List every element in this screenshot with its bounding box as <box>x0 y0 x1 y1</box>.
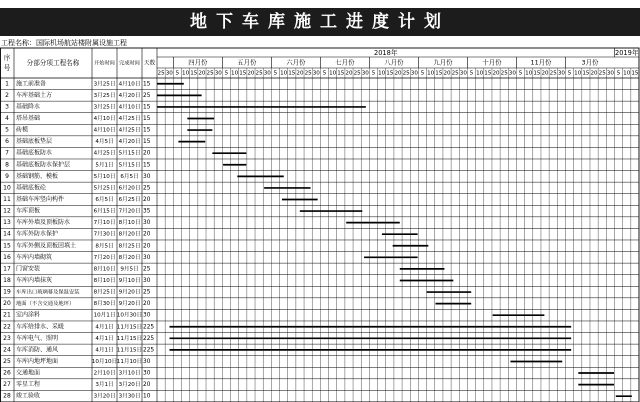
task-start: 8月5日 <box>95 243 114 250</box>
day-tick-label: 10 <box>525 70 533 77</box>
task-start: 8月10日 <box>93 266 116 273</box>
task-number: 17 <box>3 265 11 273</box>
task-end: 9月20日 <box>118 301 141 308</box>
task-name: 车库外墙及顶板防水 <box>16 219 71 227</box>
task-days: 15 <box>143 162 151 169</box>
task-start: 7月20日 <box>93 254 116 261</box>
task-days: 15 <box>143 115 151 122</box>
task-number: 25 <box>3 357 11 365</box>
day-tick-label: 10 <box>476 70 484 77</box>
task-start: 3月25日 <box>93 92 116 99</box>
task-number: 15 <box>3 242 11 250</box>
task-end: 6月20日 <box>118 185 141 192</box>
task-days: 225 <box>143 335 155 342</box>
task-name: 车库内墙砌筑 <box>16 253 53 261</box>
day-tick-label: 5 <box>469 70 474 77</box>
task-name: 交通地面 <box>16 369 41 377</box>
month-label: 3月份 <box>581 58 599 67</box>
task-end: 11月10日 <box>116 358 143 365</box>
task-number: 26 <box>3 369 11 377</box>
day-tick-label: 20 <box>198 70 206 77</box>
task-start: 4月1日 <box>95 335 114 342</box>
day-tick-label: 20 <box>247 70 255 77</box>
task-days: 15 <box>143 139 151 146</box>
task-number: 27 <box>3 381 11 389</box>
task-start: 10月1日 <box>93 312 116 319</box>
day-tick-label: 5 <box>567 70 572 77</box>
task-end: 8月20日 <box>118 231 141 238</box>
task-start: 3月25日 <box>93 81 116 88</box>
task-start: 6月5日 <box>95 196 114 203</box>
end-header: 完成时间 <box>119 60 140 67</box>
task-end: 3月30日 <box>118 393 141 400</box>
task-start: 2月10日 <box>93 370 116 377</box>
task-number: 4 <box>5 114 9 122</box>
task-name: 基础底板防水 <box>16 149 53 157</box>
task-days: 15 <box>143 81 151 88</box>
task-start: 10月10日 <box>91 358 118 365</box>
task-name: 车库顶板 <box>16 207 41 215</box>
task-name: 基础降水 <box>16 103 41 111</box>
task-name: 车库给排水、采暖 <box>16 323 65 331</box>
task-number: 6 <box>5 138 9 146</box>
month-label: 11月份 <box>530 58 552 67</box>
task-days: 15 <box>143 127 151 134</box>
start-header: 开始时间 <box>94 60 115 67</box>
day-tick-label: 10 <box>427 70 435 77</box>
task-start: 4月1日 <box>95 324 114 331</box>
task-name: 基础底板砼 <box>16 184 47 192</box>
day-tick-label: 10 <box>182 70 190 77</box>
task-number: 1 <box>5 80 9 88</box>
task-name: 竣工验收 <box>16 392 41 400</box>
task-end: 9月10日 <box>118 277 141 284</box>
day-tick-label: 15 <box>582 70 590 77</box>
task-start: 8月30日 <box>93 301 116 308</box>
day-tick-label: 15 <box>435 70 443 77</box>
task-name: 车库外防水保护 <box>16 230 59 238</box>
task-end: 9月5日 <box>120 266 139 273</box>
task-number: 21 <box>3 311 11 319</box>
task-days: 30 <box>143 358 151 365</box>
task-start: 4月25日 <box>93 150 116 157</box>
task-start: 5月10日 <box>93 173 116 180</box>
day-tick-label: 5 <box>224 70 229 77</box>
day-tick-label: 20 <box>443 70 451 77</box>
task-start: 4月5日 <box>95 139 114 146</box>
task-end: 11月15日 <box>116 324 143 331</box>
task-number: 5 <box>5 126 9 134</box>
day-tick-label: 25 <box>255 70 263 77</box>
month-label: 六月份 <box>286 58 306 67</box>
task-end: 4月20日 <box>118 92 141 99</box>
task-days: 25 <box>143 266 151 273</box>
day-tick-label: 15 <box>337 70 345 77</box>
task-number: 2 <box>5 91 9 99</box>
day-tick-label: 25 <box>598 70 606 77</box>
day-tick-label: 10 <box>329 70 337 77</box>
task-start: 8月25日 <box>93 289 116 296</box>
day-tick-label: 10 <box>623 70 631 77</box>
day-tick-label: 10 <box>231 70 239 77</box>
day-tick-label: 30 <box>557 70 565 77</box>
task-days: 30 <box>143 254 151 261</box>
task-number: 24 <box>3 346 11 354</box>
task-number: 22 <box>3 323 11 331</box>
task-name: 车库消防、通风 <box>16 346 59 354</box>
task-end: 4月10日 <box>118 104 141 111</box>
task-end: 8月20日 <box>118 254 141 261</box>
project-name: 国际机场航站楼附属设施工程 <box>36 39 127 47</box>
day-tick-label: 10 <box>280 70 288 77</box>
day-tick-label: 20 <box>296 70 304 77</box>
day-tick-label: 25 <box>304 70 312 77</box>
task-start: 7月30日 <box>93 231 116 238</box>
day-tick-label: 10 <box>378 70 386 77</box>
task-number: 23 <box>3 334 11 342</box>
task-days: 25 <box>143 289 151 296</box>
task-name: 车库基础土方 <box>16 91 53 99</box>
day-tick-label: 5 <box>420 70 425 77</box>
task-name: 基础底板垫层 <box>16 138 53 146</box>
day-tick-label: 30 <box>263 70 271 77</box>
day-tick-label: 10 <box>574 70 582 77</box>
task-end: 7月20日 <box>118 208 141 215</box>
task-number: 3 <box>5 103 9 111</box>
task-end: 11月15日 <box>116 347 143 354</box>
task-days: 30 <box>143 277 151 284</box>
day-tick-label: 30 <box>606 70 614 77</box>
seq-header: 序 <box>3 54 11 62</box>
task-number: 20 <box>3 300 11 308</box>
day-tick-label: 20 <box>345 70 353 77</box>
task-end: 5月15日 <box>118 162 141 169</box>
task-end: 6月5日 <box>120 173 139 180</box>
day-tick-label: 20 <box>541 70 549 77</box>
task-end: 3月10日 <box>118 370 141 377</box>
task-days: 10 <box>143 393 151 400</box>
day-tick-label: 15 <box>239 70 247 77</box>
task-name: 基础车库竖向构件 <box>16 195 65 203</box>
day-tick-label: 25 <box>549 70 557 77</box>
task-number: 11 <box>3 195 11 203</box>
task-start: 3月1日 <box>95 382 114 389</box>
task-end: 3月20日 <box>118 382 141 389</box>
task-end: 10月30日 <box>116 312 143 319</box>
day-tick-label: 5 <box>273 70 278 77</box>
task-end: 4月10日 <box>118 81 141 88</box>
task-start: 3月20日 <box>93 393 116 400</box>
month-label: 八月份 <box>384 58 404 67</box>
task-end: 4月20日 <box>118 139 141 146</box>
project-label: 工程名称： <box>1 39 36 47</box>
task-start: 3月25日 <box>93 104 116 111</box>
task-start: 7月10日 <box>93 220 116 227</box>
task-start: 4月10日 <box>93 115 116 122</box>
task-days: 20 <box>143 150 151 157</box>
task-number: 12 <box>3 207 11 215</box>
task-name: 施工前准备 <box>16 80 47 88</box>
day-tick-label: 25 <box>402 70 410 77</box>
day-tick-label: 15 <box>533 70 541 77</box>
task-end: 4月25日 <box>118 127 141 134</box>
day-tick-label: 30 <box>459 70 467 77</box>
task-days: 25 <box>143 185 151 192</box>
task-start: 4月1日 <box>95 347 114 354</box>
month-label: 五月份 <box>237 58 257 67</box>
day-tick-label: 15 <box>484 70 492 77</box>
task-name: 车库内地坪地面 <box>16 357 59 365</box>
task-end: 6月25日 <box>118 196 141 203</box>
day-tick-label: 5 <box>322 70 327 77</box>
day-tick-label: 15 <box>386 70 394 77</box>
task-start: 5月1日 <box>95 162 114 169</box>
day-tick-label: 25 <box>206 70 214 77</box>
day-tick-label: 25 <box>157 70 165 77</box>
task-name: 地面（不含交通及地坪） <box>16 301 75 308</box>
name-header: 分部分项工程名称 <box>26 59 80 67</box>
task-days: 30 <box>143 370 151 377</box>
task-name: 门窗安装 <box>16 265 41 273</box>
day-tick-label: 20 <box>394 70 402 77</box>
day-tick-label: 20 <box>492 70 500 77</box>
task-days: 225 <box>143 347 155 354</box>
task-days: 30 <box>143 312 151 319</box>
day-tick-label: 30 <box>508 70 516 77</box>
task-number: 8 <box>5 161 9 169</box>
task-name: 基础底板防水保护层 <box>16 161 71 169</box>
month-label: 九月份 <box>433 58 453 67</box>
day-tick-label: 15 <box>288 70 296 77</box>
task-days: 20 <box>143 196 151 203</box>
day-tick-label: 20 <box>590 70 598 77</box>
day-tick-label: 15 <box>190 70 198 77</box>
day-tick-label: 5 <box>616 70 621 77</box>
task-number: 9 <box>5 172 9 180</box>
days-header: 天数 <box>143 60 156 67</box>
task-number: 16 <box>3 253 11 261</box>
task-number: 13 <box>3 219 11 227</box>
day-tick-label: 15 <box>631 70 639 77</box>
task-days: 15 <box>143 104 151 111</box>
day-tick-label: 25 <box>500 70 508 77</box>
task-end: 4月25日 <box>118 115 141 122</box>
month-label: 十月份 <box>482 58 502 67</box>
task-days: 20 <box>143 382 151 389</box>
day-tick-label: 30 <box>361 70 369 77</box>
day-tick-label: 30 <box>165 70 173 77</box>
task-number: 19 <box>3 288 11 296</box>
task-start: 6月15日 <box>93 208 116 215</box>
month-label: 四月份 <box>188 58 208 67</box>
day-tick-label: 30 <box>214 70 222 77</box>
task-number: 18 <box>3 276 11 284</box>
task-end: 5月15日 <box>118 150 141 157</box>
task-number: 14 <box>3 230 11 238</box>
task-days: 35 <box>143 208 151 215</box>
task-days: 25 <box>143 92 151 99</box>
task-days: 20 <box>143 301 151 308</box>
day-tick-label: 30 <box>410 70 418 77</box>
task-name: 基础钢筋、模板 <box>16 172 59 180</box>
year-label-2018: 2018年 <box>374 49 398 57</box>
task-name: 砖模 <box>16 126 29 134</box>
task-number: 7 <box>5 149 9 157</box>
page-title: 地下车库施工进度计划 <box>190 12 450 32</box>
task-start: 4月10日 <box>93 127 116 134</box>
day-tick-label: 5 <box>371 70 376 77</box>
day-tick-label: 25 <box>353 70 361 77</box>
task-end: 9月20日 <box>118 289 141 296</box>
task-end: 8月25日 <box>118 243 141 250</box>
year-label-2019: 2019年 <box>615 49 639 57</box>
day-tick-label: 5 <box>518 70 523 77</box>
task-days: 20 <box>143 243 151 250</box>
task-number: 10 <box>3 184 11 192</box>
task-end: 11月15日 <box>116 335 143 342</box>
task-number: 28 <box>3 392 11 400</box>
seq-header: 号 <box>3 64 11 72</box>
task-days: 225 <box>143 324 155 331</box>
day-tick-label: 30 <box>312 70 320 77</box>
task-name: 车库外侧及顶板回填土 <box>16 242 77 250</box>
day-tick-label: 25 <box>451 70 459 77</box>
task-name: 车库出口玻璃幕及保温安装 <box>16 289 80 296</box>
month-label: 七月份 <box>335 58 355 67</box>
task-name: 塔吊基础 <box>16 114 41 122</box>
task-days: 30 <box>143 173 151 180</box>
task-name: 车库电气、照明 <box>16 334 59 342</box>
task-days: 20 <box>143 231 151 238</box>
task-start: 5月25日 <box>93 185 116 192</box>
day-tick-label: 5 <box>175 70 180 77</box>
task-days: 30 <box>143 220 151 227</box>
task-end: 8月10日 <box>118 220 141 227</box>
task-name: 车库内墙抹灰 <box>16 276 53 284</box>
task-name: 室内涂料 <box>16 311 41 319</box>
task-name: 零星工程 <box>16 381 41 389</box>
task-start: 8月10日 <box>93 277 116 284</box>
